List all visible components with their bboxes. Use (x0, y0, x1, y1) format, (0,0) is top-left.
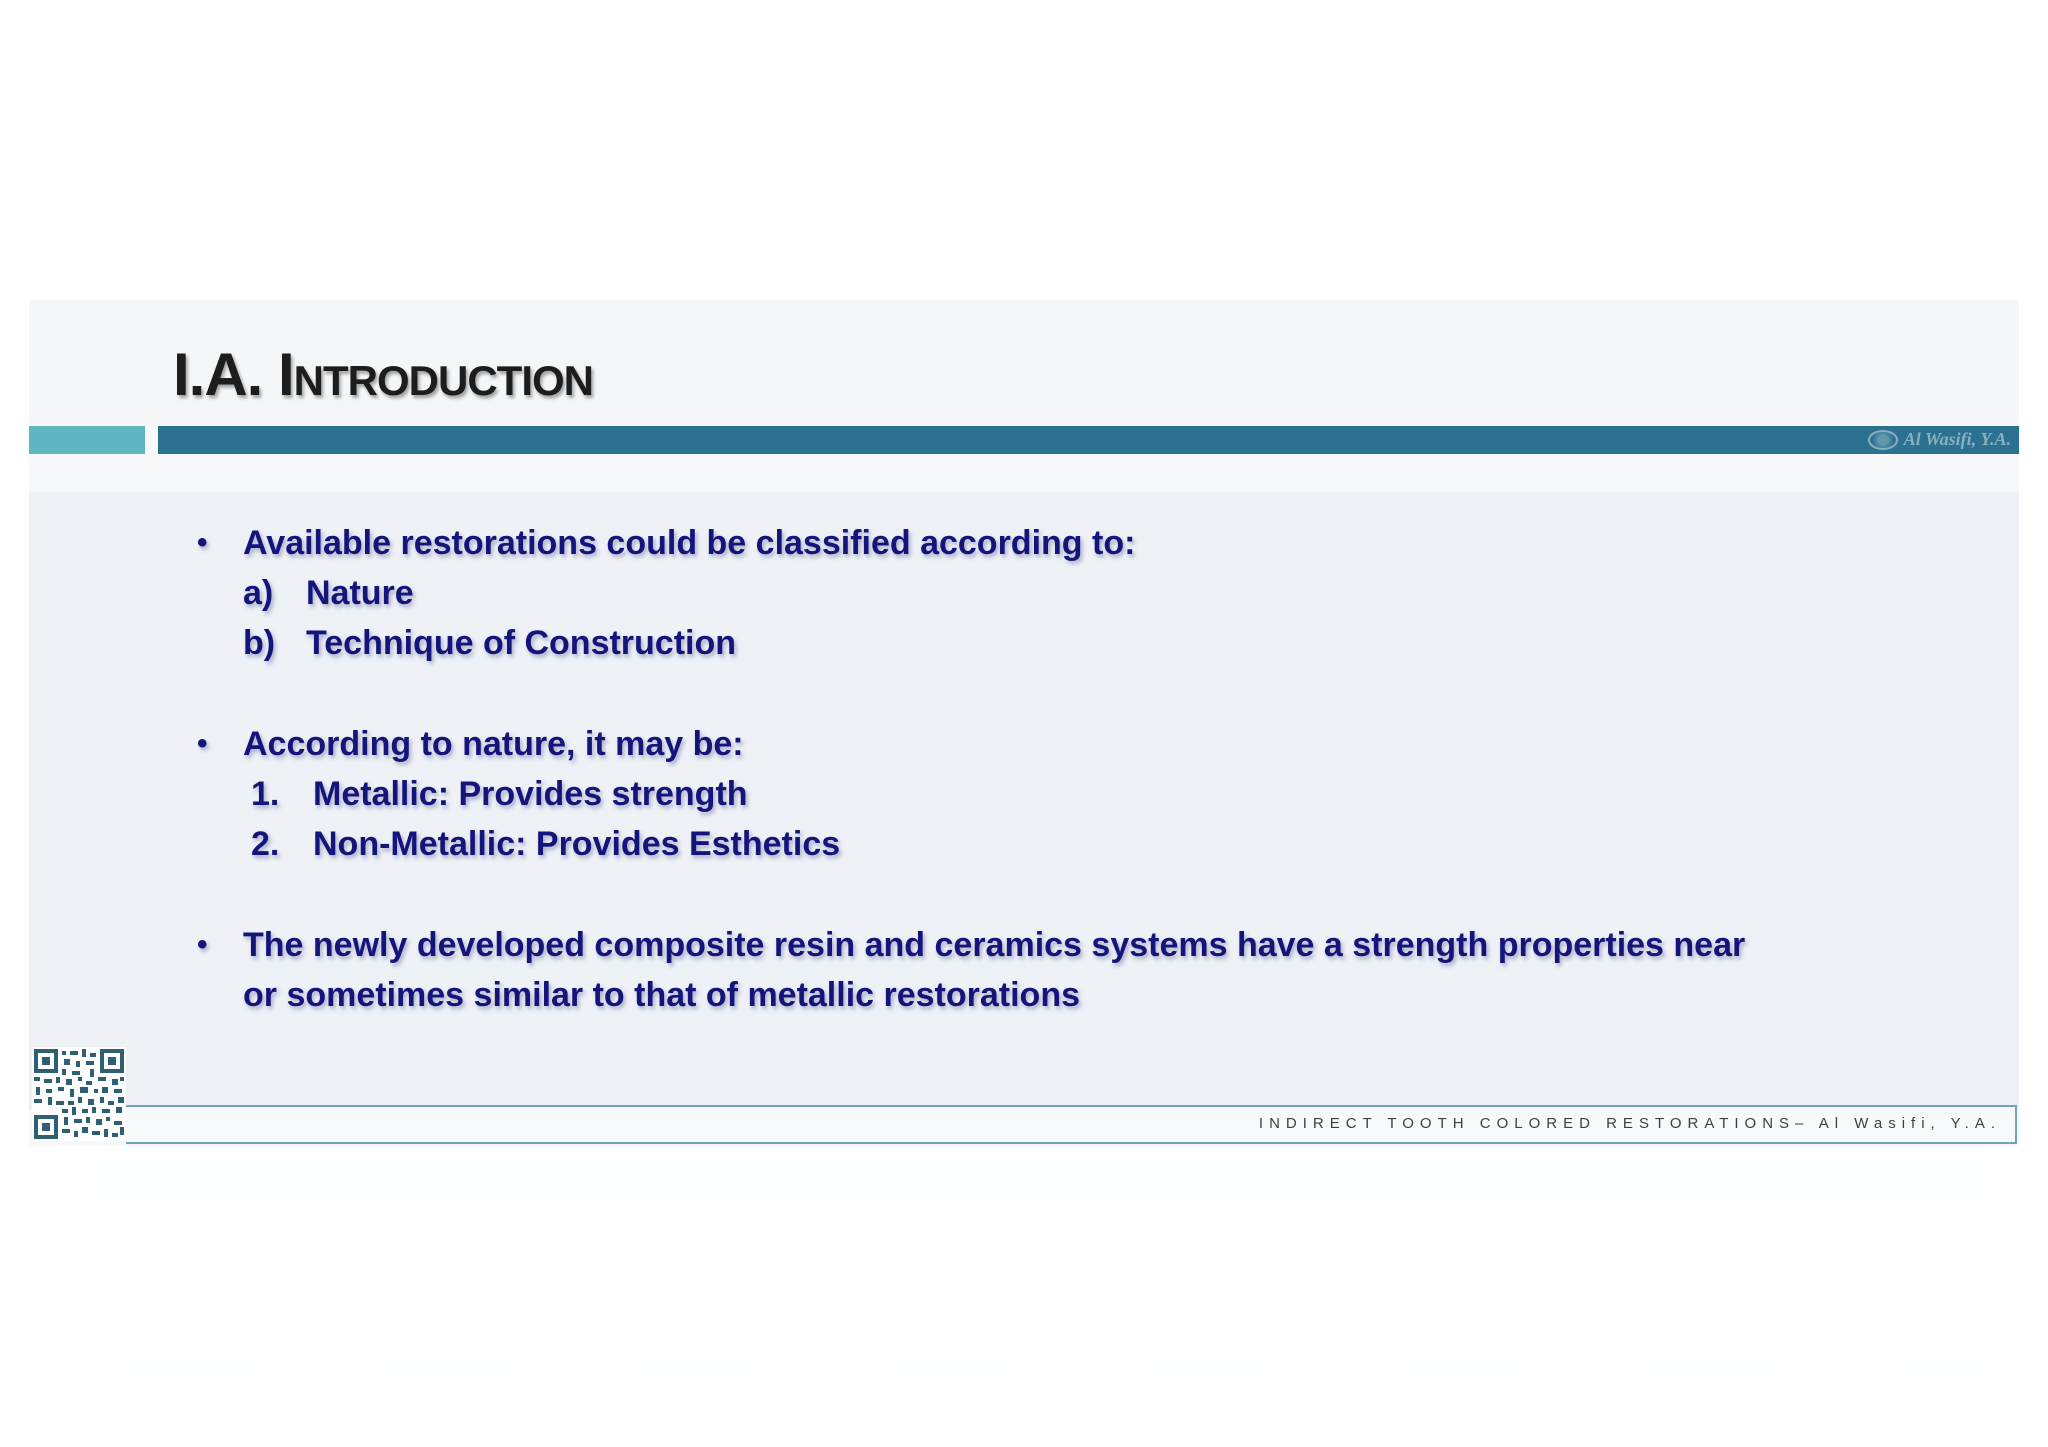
qr-code-icon (32, 1047, 126, 1141)
footer-text: INDIRECT TOOTH COLORED RESTORATIONS– Al Wasifi, Y.A. (1258, 1115, 2001, 1132)
bullet-line: The newly developed composite resin and ceramics systems have a strength properties near (243, 926, 1746, 964)
bullet-classification: • Available restorations could be classified according to: (189, 518, 1929, 568)
list-item (189, 568, 1929, 618)
list-marker: a) (243, 574, 274, 612)
accent-block (29, 426, 145, 454)
slide (29, 300, 2019, 1146)
list-item-text: Nature (306, 574, 414, 612)
list-marker: 2. (251, 825, 280, 863)
nature-list (189, 769, 1929, 869)
list-item-text: Technique of Construction (306, 624, 737, 662)
list-item (189, 769, 1929, 819)
list-marker: b) (243, 624, 276, 662)
list-item-text: Non-Metallic: Provides Esthetics (313, 825, 841, 863)
watermark-text: Al Wasifi, Y.A. (1903, 429, 2011, 449)
list-item (189, 819, 1929, 869)
bullet-composite (189, 920, 1929, 1020)
list-item-text: Metallic: Provides strength (313, 775, 748, 813)
watermark (1868, 429, 2011, 450)
list-item (189, 618, 1929, 668)
footer-bar (126, 1105, 2017, 1144)
bullet-nature: • According to nature, it may be: (189, 719, 1929, 769)
content-area (29, 492, 2019, 1110)
slide-content (189, 518, 1929, 1020)
title-strip (29, 300, 2019, 424)
spacer (189, 668, 1929, 719)
list-marker: 1. (251, 775, 280, 813)
accent-bar (158, 426, 2019, 454)
spacer (189, 869, 1929, 920)
tooth-logo-icon (1868, 430, 1898, 450)
bullet-line: or sometimes similar to that of metallic restorations (243, 976, 1081, 1014)
qr-code-graphic (32, 1047, 126, 1141)
slide-title: I.A. Introduction (173, 341, 593, 408)
classification-list (189, 568, 1929, 668)
